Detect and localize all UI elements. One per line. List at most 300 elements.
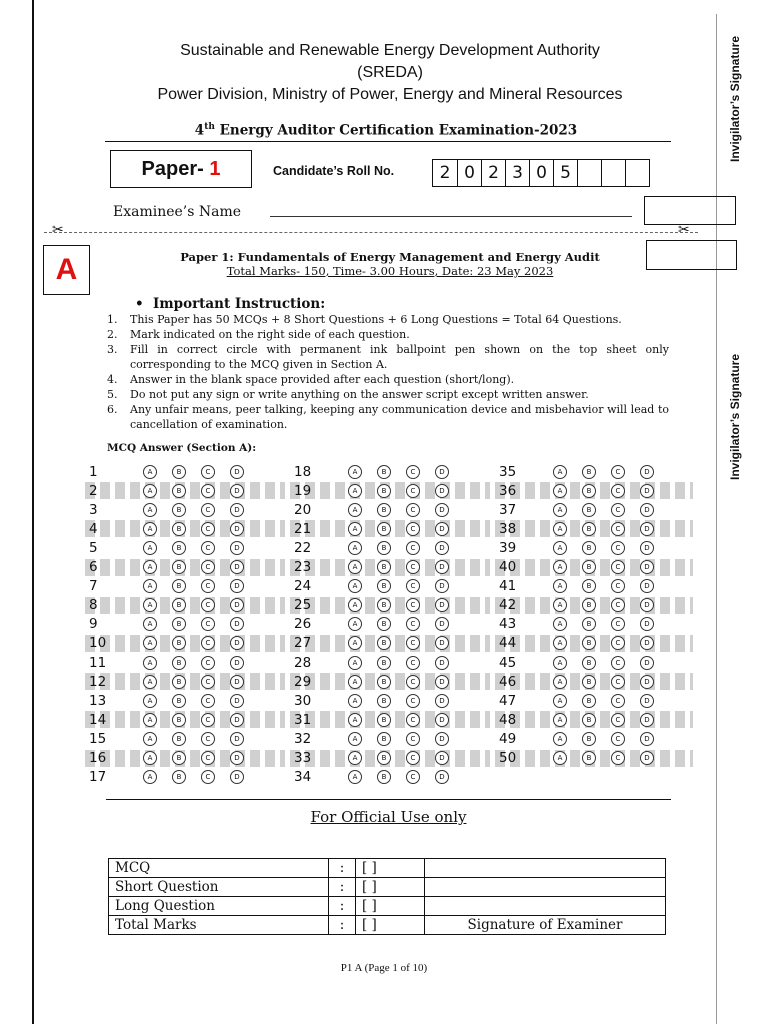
mcq-question-number: 11 <box>89 654 107 671</box>
answer-bubble-b[interactable]: B <box>377 503 391 517</box>
answer-bubble-d[interactable]: D <box>640 617 654 631</box>
answer-bubble-d[interactable]: D <box>230 560 244 574</box>
mcq-question-number: 33 <box>294 750 312 766</box>
answer-bubble-a[interactable]: A <box>348 751 362 765</box>
answer-bubble-c[interactable]: C <box>611 636 625 650</box>
roll-digit-cell[interactable]: 2 <box>439 163 451 183</box>
answer-bubble-d[interactable]: D <box>435 541 449 555</box>
answer-bubble-c[interactable]: C <box>611 713 625 727</box>
answer-bubble-c[interactable]: C <box>611 503 625 517</box>
mcq-row <box>495 750 693 767</box>
answer-bubble-d[interactable]: D <box>640 656 654 670</box>
answer-bubble-c[interactable]: C <box>611 656 625 670</box>
mcq-question-number: 34 <box>294 769 312 786</box>
answer-bubble-d[interactable]: D <box>230 598 244 612</box>
answer-bubble-a[interactable]: A <box>348 694 362 708</box>
answer-bubble-a[interactable]: A <box>348 522 362 536</box>
answer-bubble-b[interactable]: B <box>377 656 391 670</box>
instructions-list <box>107 312 669 432</box>
answer-bubble-c[interactable]: C <box>201 656 215 670</box>
answer-bubble-d[interactable]: D <box>435 560 449 574</box>
answer-bubble-a[interactable]: A <box>143 713 157 727</box>
answer-bubble-b[interactable]: B <box>582 636 596 650</box>
answer-bubble-d[interactable]: D <box>230 503 244 517</box>
answer-bubble-a[interactable]: A <box>143 732 157 746</box>
title-rule <box>105 141 671 142</box>
marks-row-label: Long Question <box>109 897 329 916</box>
answer-bubble-a[interactable]: A <box>143 617 157 631</box>
answer-bubble-b[interactable]: B <box>582 656 596 670</box>
answer-bubble-b[interactable]: B <box>377 751 391 765</box>
answer-bubble-b[interactable]: B <box>172 656 186 670</box>
answer-bubble-b[interactable]: B <box>377 579 391 593</box>
mcq-row <box>495 692 693 709</box>
answer-bubble-d[interactable]: D <box>230 522 244 536</box>
answer-bubble-b[interactable]: B <box>582 465 596 479</box>
answer-bubble-c[interactable]: C <box>611 617 625 631</box>
answer-bubble-b[interactable]: B <box>377 465 391 479</box>
marks-row-colon: : <box>329 916 356 935</box>
answer-bubble-a[interactable]: A <box>348 541 362 555</box>
answer-bubble-d[interactable]: D <box>435 522 449 536</box>
answer-bubble-c[interactable]: C <box>406 713 420 727</box>
answer-bubble-c[interactable]: C <box>201 484 215 498</box>
answer-bubble-d[interactable]: D <box>640 579 654 593</box>
invigilator-signature-label: Invigilator’s Signature <box>728 353 742 480</box>
answer-bubble-c[interactable]: C <box>406 751 420 765</box>
scissors-icon: ✂ <box>52 222 64 238</box>
answer-bubble-c[interactable]: C <box>611 484 625 498</box>
mcq-row <box>290 730 490 747</box>
answer-bubble-b[interactable]: B <box>582 484 596 498</box>
mcq-row <box>290 520 490 537</box>
bullet-icon: • <box>135 296 154 312</box>
answer-bubble-c[interactable]: C <box>611 598 625 612</box>
answer-bubble-a[interactable]: A <box>553 465 567 479</box>
answer-bubble-c[interactable]: C <box>611 541 625 555</box>
mcq-question-number: 36 <box>499 482 517 499</box>
scissors-icon: ✂ <box>678 222 690 238</box>
answer-bubble-a[interactable]: A <box>143 656 157 670</box>
answer-bubble-d[interactable]: D <box>640 560 654 574</box>
marks-row-extra <box>425 878 666 897</box>
answer-bubble-b[interactable]: B <box>172 713 186 727</box>
answer-bubble-a[interactable]: A <box>348 675 362 689</box>
marks-entry-box[interactable]: [ ] <box>356 878 425 897</box>
answer-bubble-a[interactable]: A <box>553 751 567 765</box>
mcq-options <box>143 579 244 593</box>
answer-bubble-c[interactable]: C <box>611 465 625 479</box>
answer-bubble-b[interactable]: B <box>582 598 596 612</box>
mcq-question-number: 22 <box>294 539 312 556</box>
instruction-text: Any unfair means, peer talking, keeping any communication device and misbehavior will lead to cancellation of examination. <box>130 403 669 431</box>
mcq-row <box>495 482 693 499</box>
answer-bubble-b[interactable]: B <box>172 598 186 612</box>
answer-bubble-c[interactable]: C <box>201 751 215 765</box>
answer-bubble-c[interactable]: C <box>406 694 420 708</box>
marks-entry-box[interactable]: [ ] <box>356 897 425 916</box>
answer-bubble-a[interactable]: A <box>143 636 157 650</box>
answer-bubble-b[interactable]: B <box>172 503 186 517</box>
answer-bubble-a[interactable]: A <box>553 617 567 631</box>
answer-bubble-c[interactable]: C <box>406 636 420 650</box>
answer-bubble-b[interactable]: B <box>172 675 186 689</box>
answer-bubble-a[interactable]: A <box>348 656 362 670</box>
mcq-question-number: 14 <box>89 711 107 728</box>
answer-bubble-d[interactable]: D <box>435 503 449 517</box>
answer-bubble-b[interactable]: B <box>172 732 186 746</box>
answer-bubble-c[interactable]: C <box>201 503 215 517</box>
mcq-row <box>85 692 285 709</box>
mcq-row <box>290 559 490 576</box>
answer-bubble-c[interactable]: C <box>201 732 215 746</box>
answer-bubble-a[interactable]: A <box>143 598 157 612</box>
exam-title-text: Energy Auditor Certification Examination-2023 <box>214 122 578 139</box>
answer-bubble-b[interactable]: B <box>582 579 596 593</box>
answer-bubble-d[interactable]: D <box>640 713 654 727</box>
answer-bubble-b[interactable]: B <box>582 503 596 517</box>
mcq-row <box>495 673 693 690</box>
left-border-line <box>32 0 34 1024</box>
answer-bubble-a[interactable]: A <box>348 713 362 727</box>
mcq-row <box>290 711 490 728</box>
answer-bubble-d[interactable]: D <box>435 713 449 727</box>
mcq-question-number: 49 <box>499 730 517 747</box>
answer-bubble-a[interactable]: A <box>553 636 567 650</box>
mcq-question-number: 2 <box>89 482 98 499</box>
roll-digit-cell[interactable]: 3 <box>505 160 529 186</box>
answer-bubble-d[interactable]: D <box>640 541 654 555</box>
org-ministry: Power Division, Ministry of Power, Energy and Mineral Resources <box>157 86 623 103</box>
answer-bubble-a[interactable]: A <box>143 465 157 479</box>
answer-bubble-d[interactable]: D <box>435 636 449 650</box>
instruction-text: Answer in the blank space provided after each question (short/long). <box>130 373 515 386</box>
answer-bubble-c[interactable]: C <box>201 541 215 555</box>
marks-entry-box[interactable]: [ ] <box>356 859 425 878</box>
answer-bubble-b[interactable]: B <box>377 598 391 612</box>
answer-bubble-b[interactable]: B <box>582 694 596 708</box>
answer-bubble-c[interactable]: C <box>611 675 625 689</box>
mcq-question-number: 7 <box>89 578 98 595</box>
answer-bubble-d[interactable]: D <box>435 751 449 765</box>
answer-bubble-c[interactable]: C <box>201 694 215 708</box>
mcq-question-number: 41 <box>499 578 517 595</box>
answer-bubble-c[interactable]: C <box>201 770 215 784</box>
answer-bubble-b[interactable]: B <box>172 465 186 479</box>
answer-bubble-d[interactable]: D <box>435 617 449 631</box>
mcq-options <box>143 732 244 746</box>
answer-bubble-d[interactable]: D <box>230 484 244 498</box>
mcq-question-number: 6 <box>89 559 98 575</box>
answer-bubble-b[interactable]: B <box>377 713 391 727</box>
exam-ordinal-suffix: th <box>204 122 215 132</box>
answer-bubble-d[interactable]: D <box>435 675 449 689</box>
answer-bubble-b[interactable]: B <box>377 560 391 574</box>
answer-bubble-c[interactable]: C <box>611 579 625 593</box>
answer-bubble-a[interactable]: A <box>348 484 362 498</box>
answer-bubble-c[interactable]: C <box>406 560 420 574</box>
answer-bubble-b[interactable]: B <box>582 675 596 689</box>
answer-bubble-a[interactable]: A <box>348 503 362 517</box>
answer-bubble-a[interactable]: A <box>553 560 567 574</box>
exam-ordinal: 4 <box>194 122 205 139</box>
answer-bubble-b[interactable]: B <box>377 522 391 536</box>
answer-bubble-c[interactable]: C <box>201 713 215 727</box>
mcq-question-number: 9 <box>89 616 98 633</box>
answer-bubble-d[interactable]: D <box>640 694 654 708</box>
answer-bubble-c[interactable]: C <box>201 675 215 689</box>
answer-bubble-a[interactable]: A <box>553 656 567 670</box>
mcq-question-number: 16 <box>89 750 107 766</box>
answer-bubble-a[interactable]: A <box>143 560 157 574</box>
mcq-row <box>85 578 285 595</box>
answer-bubble-a[interactable]: A <box>553 713 567 727</box>
instruction-text: This Paper has 50 MCQs + 8 Short Questions + 6 Long Questions = Total 64 Questions. <box>130 313 622 326</box>
answer-bubble-b[interactable]: B <box>172 751 186 765</box>
answer-bubble-d[interactable]: D <box>230 636 244 650</box>
answer-bubble-b[interactable]: B <box>377 484 391 498</box>
roll-digit-cell[interactable]: 5 <box>553 160 577 186</box>
mcq-options <box>553 732 654 746</box>
answer-bubble-c[interactable]: C <box>201 598 215 612</box>
instruction-item <box>107 327 669 342</box>
answer-bubble-a[interactable]: A <box>348 560 362 574</box>
answer-bubble-a[interactable]: A <box>553 522 567 536</box>
answer-bubble-b[interactable]: B <box>377 732 391 746</box>
answer-bubble-b[interactable]: B <box>377 617 391 631</box>
answer-bubble-c[interactable]: C <box>406 503 420 517</box>
mcq-row <box>495 539 693 556</box>
answer-bubble-b[interactable]: B <box>377 675 391 689</box>
answer-bubble-d[interactable]: D <box>640 675 654 689</box>
answer-bubble-b[interactable]: B <box>172 694 186 708</box>
answer-bubble-c[interactable]: C <box>406 732 420 746</box>
answer-bubble-a[interactable]: A <box>143 770 157 784</box>
answer-bubble-a[interactable]: A <box>143 541 157 555</box>
mcq-row <box>495 654 693 671</box>
org-name: Sustainable and Renewable Energy Development Authority <box>180 42 600 59</box>
mcq-row <box>85 750 285 767</box>
mcq-row <box>85 654 285 671</box>
answer-bubble-b[interactable]: B <box>172 522 186 536</box>
mcq-question-number: 47 <box>499 692 517 709</box>
answer-bubble-d[interactable]: D <box>640 503 654 517</box>
answer-bubble-c[interactable]: C <box>611 732 625 746</box>
answer-bubble-a[interactable]: A <box>348 598 362 612</box>
answer-bubble-d[interactable]: D <box>435 732 449 746</box>
answer-bubble-d[interactable]: D <box>435 484 449 498</box>
answer-bubble-a[interactable]: A <box>143 694 157 708</box>
mcq-question-number: 50 <box>499 750 517 766</box>
answer-bubble-c[interactable]: C <box>406 579 420 593</box>
marks-row-label: Total Marks <box>109 916 329 935</box>
answer-bubble-a[interactable]: A <box>143 484 157 498</box>
answer-bubble-b[interactable]: B <box>172 484 186 498</box>
answer-bubble-a[interactable]: A <box>348 732 362 746</box>
paper-meta: Total Marks- 150, Time- 3.00 Hours, Date: 23 May 2023 <box>226 264 554 278</box>
answer-bubble-b[interactable]: B <box>582 751 596 765</box>
mcq-row <box>495 501 693 518</box>
answer-bubble-d[interactable]: D <box>640 598 654 612</box>
answer-bubble-b[interactable]: B <box>172 541 186 555</box>
marks-table <box>108 858 666 935</box>
answer-bubble-d[interactable]: D <box>230 656 244 670</box>
mcq-question-number: 35 <box>499 463 517 480</box>
instruction-item <box>107 387 669 402</box>
answer-bubble-d[interactable]: D <box>435 579 449 593</box>
answer-bubble-d[interactable]: D <box>230 770 244 784</box>
roll-number-boxes[interactable] <box>432 159 650 187</box>
answer-bubble-a[interactable]: A <box>143 579 157 593</box>
marks-row-colon: : <box>329 878 356 897</box>
answer-bubble-c[interactable]: C <box>406 484 420 498</box>
mcq-options <box>348 579 449 593</box>
answer-bubble-a[interactable]: A <box>553 598 567 612</box>
mcq-question-number: 23 <box>294 559 312 575</box>
answer-bubble-a[interactable]: A <box>348 636 362 650</box>
answer-bubble-c[interactable]: C <box>201 560 215 574</box>
answer-bubble-c[interactable]: C <box>201 522 215 536</box>
answer-bubble-c[interactable]: C <box>406 656 420 670</box>
answer-bubble-c[interactable]: C <box>611 694 625 708</box>
mcq-question-number: 30 <box>294 692 312 709</box>
answer-bubble-d[interactable]: D <box>230 541 244 555</box>
answer-bubble-c[interactable]: C <box>611 560 625 574</box>
answer-bubble-d[interactable]: D <box>230 675 244 689</box>
answer-bubble-b[interactable]: B <box>377 541 391 555</box>
answer-bubble-b[interactable]: B <box>172 579 186 593</box>
examinee-name-field[interactable] <box>270 216 632 217</box>
answer-bubble-a[interactable]: A <box>348 579 362 593</box>
answer-bubble-b[interactable]: B <box>582 713 596 727</box>
answer-bubble-c[interactable]: C <box>201 617 215 631</box>
roll-digit-cell[interactable]: 0 <box>529 160 553 186</box>
answer-bubble-c[interactable]: C <box>201 579 215 593</box>
answer-bubble-a[interactable]: A <box>553 541 567 555</box>
answer-bubble-c[interactable]: C <box>406 770 420 784</box>
answer-bubble-c[interactable]: C <box>406 675 420 689</box>
instruction-item <box>107 372 669 387</box>
mcq-options <box>143 541 244 555</box>
answer-bubble-b[interactable]: B <box>172 770 186 784</box>
answer-bubble-a[interactable]: A <box>553 579 567 593</box>
mcq-row <box>495 597 693 614</box>
answer-bubble-a[interactable]: A <box>553 484 567 498</box>
roll-digit-cell[interactable] <box>601 160 625 186</box>
answer-bubble-b[interactable]: B <box>377 770 391 784</box>
roll-digit-cell[interactable] <box>577 160 601 186</box>
mcq-options <box>348 617 449 631</box>
mcq-question-number: 12 <box>89 673 107 690</box>
marks-row-label: MCQ <box>109 859 329 878</box>
answer-bubble-a[interactable]: A <box>143 503 157 517</box>
answer-bubble-a[interactable]: A <box>348 770 362 784</box>
answer-bubble-b[interactable]: B <box>377 636 391 650</box>
answer-bubble-b[interactable]: B <box>172 560 186 574</box>
answer-bubble-d[interactable]: D <box>640 522 654 536</box>
mcq-row <box>290 635 490 652</box>
answer-bubble-c[interactable]: C <box>611 751 625 765</box>
answer-bubble-a[interactable]: A <box>143 675 157 689</box>
answer-bubble-d[interactable]: D <box>230 617 244 631</box>
answer-bubble-b[interactable]: B <box>172 617 186 631</box>
instruction-number: 3. <box>107 343 118 356</box>
mcq-options <box>143 713 244 727</box>
answer-bubble-c[interactable]: C <box>406 522 420 536</box>
answer-bubble-c[interactable]: C <box>201 636 215 650</box>
answer-bubble-d[interactable]: D <box>640 751 654 765</box>
answer-bubble-b[interactable]: B <box>172 636 186 650</box>
answer-bubble-a[interactable]: A <box>553 694 567 708</box>
answer-bubble-a[interactable]: A <box>553 675 567 689</box>
mcq-options <box>143 617 244 631</box>
invigilator-signature-label: Invigilator’s Signature <box>728 35 742 162</box>
answer-bubble-d[interactable]: D <box>435 598 449 612</box>
answer-bubble-b[interactable]: B <box>582 617 596 631</box>
answer-bubble-c[interactable]: C <box>406 617 420 631</box>
mcq-question-number: 8 <box>89 597 98 614</box>
answer-bubble-c[interactable]: C <box>406 598 420 612</box>
mcq-question-number: 42 <box>499 597 517 614</box>
answer-bubble-a[interactable]: A <box>143 751 157 765</box>
answer-bubble-d[interactable]: D <box>230 579 244 593</box>
mcq-row <box>85 769 285 786</box>
answer-bubble-b[interactable]: B <box>582 541 596 555</box>
mcq-options <box>143 522 244 536</box>
answer-bubble-b[interactable]: B <box>582 732 596 746</box>
answer-bubble-c[interactable]: C <box>406 541 420 555</box>
roll-digit-cell[interactable]: 2 <box>481 160 505 186</box>
answer-bubble-c[interactable]: C <box>201 465 215 479</box>
answer-bubble-a[interactable]: A <box>553 732 567 746</box>
answer-bubble-d[interactable]: D <box>230 713 244 727</box>
answer-bubble-b[interactable]: B <box>582 522 596 536</box>
answer-bubble-a[interactable]: A <box>348 465 362 479</box>
mcq-row <box>290 482 490 499</box>
roll-digit-cell[interactable]: 0 <box>457 160 481 186</box>
answer-bubble-d[interactable]: D <box>230 694 244 708</box>
mcq-row <box>290 597 490 614</box>
marks-row-extra <box>425 897 666 916</box>
answer-bubble-d[interactable]: D <box>640 465 654 479</box>
answer-bubble-d[interactable]: D <box>230 732 244 746</box>
marks-entry-box[interactable]: [ ] <box>356 916 425 935</box>
answer-bubble-d[interactable]: D <box>435 694 449 708</box>
answer-bubble-d[interactable]: D <box>435 656 449 670</box>
answer-bubble-d[interactable]: D <box>640 636 654 650</box>
answer-bubble-a[interactable]: A <box>143 522 157 536</box>
mcq-options <box>143 465 244 479</box>
answer-bubble-a[interactable]: A <box>553 503 567 517</box>
answer-bubble-b[interactable]: B <box>377 694 391 708</box>
answer-bubble-d[interactable]: D <box>640 732 654 746</box>
mcq-question-number: 28 <box>294 654 312 671</box>
answer-bubble-d[interactable]: D <box>230 751 244 765</box>
roll-digit-cell[interactable] <box>625 160 649 186</box>
invigilator-sign-box-top[interactable] <box>644 196 736 225</box>
paper-number-box <box>110 150 252 188</box>
answer-bubble-d[interactable]: D <box>230 465 244 479</box>
answer-bubble-a[interactable]: A <box>348 617 362 631</box>
answer-bubble-b[interactable]: B <box>582 560 596 574</box>
answer-bubble-d[interactable]: D <box>435 465 449 479</box>
answer-bubble-c[interactable]: C <box>611 522 625 536</box>
answer-bubble-d[interactable]: D <box>435 770 449 784</box>
answer-bubble-c[interactable]: C <box>406 465 420 479</box>
mcq-row <box>290 750 490 767</box>
answer-bubble-d[interactable]: D <box>640 484 654 498</box>
mcq-row <box>495 711 693 728</box>
